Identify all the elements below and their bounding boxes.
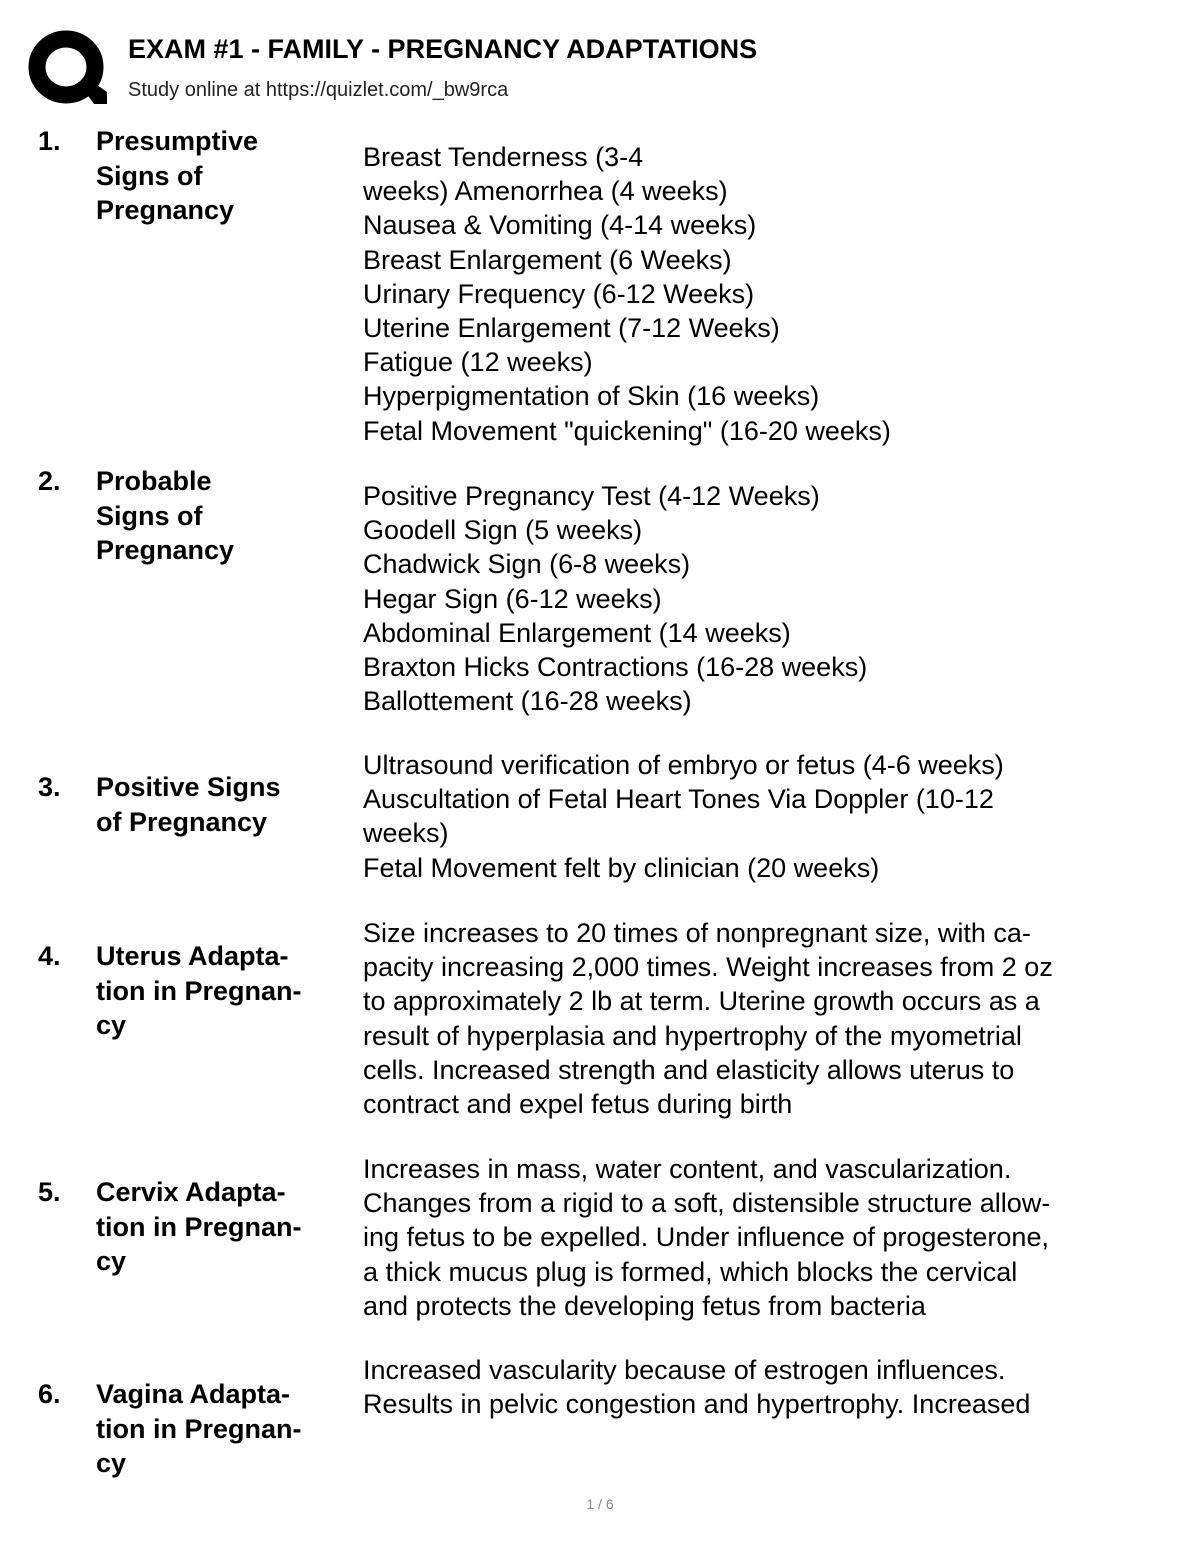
card-term bbox=[96, 124, 346, 228]
definition-line: and protects the developing fetus from bacteria bbox=[363, 1290, 926, 1321]
card-number: 5. bbox=[38, 1177, 61, 1207]
definition-line: result of hyperplasia and hypertrophy of the myometrial bbox=[363, 1020, 1022, 1051]
card-term bbox=[96, 770, 346, 839]
card-definition bbox=[363, 140, 1183, 448]
card-number: 3. bbox=[38, 772, 61, 802]
definition-line: Hegar Sign (6-12 weeks) bbox=[363, 583, 662, 614]
definition-line: contract and expel fetus during birth bbox=[363, 1089, 793, 1120]
term-line: Probable bbox=[96, 466, 212, 496]
definition-line: pacity increasing 2,000 times. Weight increases from 2 oz bbox=[363, 952, 1053, 983]
definition-line: Nausea & Vomiting (4-14 weeks) bbox=[363, 210, 757, 241]
card-definition bbox=[363, 748, 1183, 885]
definition-line: Size increases to 20 times of nonpregnant size, with ca- bbox=[363, 918, 1031, 948]
definition-line: cells. Increased strength and elasticity allows uterus to bbox=[363, 1054, 1015, 1085]
term-line: tion in Pregnan- bbox=[96, 1211, 302, 1242]
definition-line: Breast Tenderness (3-4 bbox=[363, 142, 644, 172]
term-line: Signs of bbox=[96, 500, 203, 531]
term-line: cy bbox=[96, 1246, 127, 1276]
definition-line: Urinary Frequency (6-12 Weeks) bbox=[363, 278, 755, 309]
term-line: Presumptive bbox=[96, 126, 259, 156]
card-term bbox=[96, 1175, 346, 1279]
definition-line: weeks) Amenorrhea (4 weeks) bbox=[363, 176, 728, 207]
definition-line: Abdominal Enlargement (14 weeks) bbox=[363, 617, 791, 648]
term-line: of Pregnancy bbox=[96, 806, 268, 837]
definition-line: ing fetus to be expelled. Under influence of progesterone, bbox=[363, 1222, 1049, 1253]
definition-line: Goodell Sign (5 weeks) bbox=[363, 515, 643, 546]
definition-line: Chadwick Sign (6-8 weeks) bbox=[363, 549, 691, 580]
definition-line: Fetal Movement felt by clinician (20 weeks) bbox=[363, 852, 880, 883]
term-line: cy bbox=[96, 1448, 127, 1478]
definition-line: Auscultation of Fetal Heart Tones Via Doppler (10-12 bbox=[363, 784, 994, 815]
definition-line: Fetal Movement "quickening" (16-20 weeks) bbox=[363, 415, 891, 446]
term-line: Positive Signs bbox=[96, 772, 281, 802]
definition-line: Changes from a rigid to a soft, distensible structure allow- bbox=[363, 1188, 1051, 1219]
card-number: 6. bbox=[38, 1379, 61, 1409]
definition-line: Ballottement (16-28 weeks) bbox=[363, 686, 692, 717]
definition-line: weeks) bbox=[363, 818, 449, 849]
card-term bbox=[96, 939, 346, 1043]
card-definition bbox=[363, 916, 1183, 1121]
definition-line: Increased vascularity because of estrogen influences. bbox=[363, 1355, 1006, 1385]
card-number: 1. bbox=[38, 126, 61, 156]
term-line: tion in Pregnan- bbox=[96, 975, 302, 1006]
card-term bbox=[96, 1377, 346, 1481]
card-number: 4. bbox=[38, 941, 61, 971]
term-line: Vagina Adapta- bbox=[96, 1379, 291, 1409]
document-title: EXAM #1 - FAMILY - PREGNANCY ADAPTATIONS bbox=[128, 34, 758, 64]
term-line: Pregnancy bbox=[96, 195, 235, 225]
definition-line: Hyperpigmentation of Skin (16 weeks) bbox=[363, 381, 820, 412]
card-definition bbox=[363, 1353, 1183, 1421]
card-term bbox=[96, 464, 346, 568]
definition-line: Fatigue (12 weeks) bbox=[363, 347, 593, 378]
term-line: Uterus Adapta- bbox=[96, 941, 289, 971]
term-line: tion in Pregnan- bbox=[96, 1413, 302, 1444]
quizlet-logo-icon bbox=[28, 30, 108, 106]
definition-line: Breast Enlargement (6 Weeks) bbox=[363, 244, 732, 275]
definition-line: Ultrasound verification of embryo or fetus (4-6 weeks) bbox=[363, 750, 1004, 780]
term-line: Signs of bbox=[96, 160, 203, 191]
definition-line: Braxton Hicks Contractions (16-28 weeks) bbox=[363, 652, 868, 683]
page-indicator: 1 / 6 bbox=[586, 1496, 614, 1512]
definition-line: Increases in mass, water content, and vascularization. bbox=[363, 1154, 1012, 1184]
term-line: cy bbox=[96, 1010, 127, 1040]
card-definition bbox=[363, 1152, 1183, 1323]
definition-line: to approximately 2 lb at term. Uterine growth occurs as a bbox=[363, 986, 1040, 1017]
card-definition bbox=[363, 479, 1183, 718]
term-line: Cervix Adapta- bbox=[96, 1177, 286, 1207]
study-online-link[interactable]: Study online at https://quizlet.com/_bw9rca bbox=[128, 79, 509, 101]
definition-line: Results in pelvic congestion and hypertrophy. Increased bbox=[363, 1389, 1031, 1420]
term-line: Pregnancy bbox=[96, 535, 235, 565]
card-number: 2. bbox=[38, 466, 61, 496]
definition-line: Uterine Enlargement (7-12 Weeks) bbox=[363, 313, 780, 344]
definition-line: Positive Pregnancy Test (4-12 Weeks) bbox=[363, 481, 820, 511]
definition-line: a thick mucus plug is formed, which blocks the cervical bbox=[363, 1256, 1018, 1287]
